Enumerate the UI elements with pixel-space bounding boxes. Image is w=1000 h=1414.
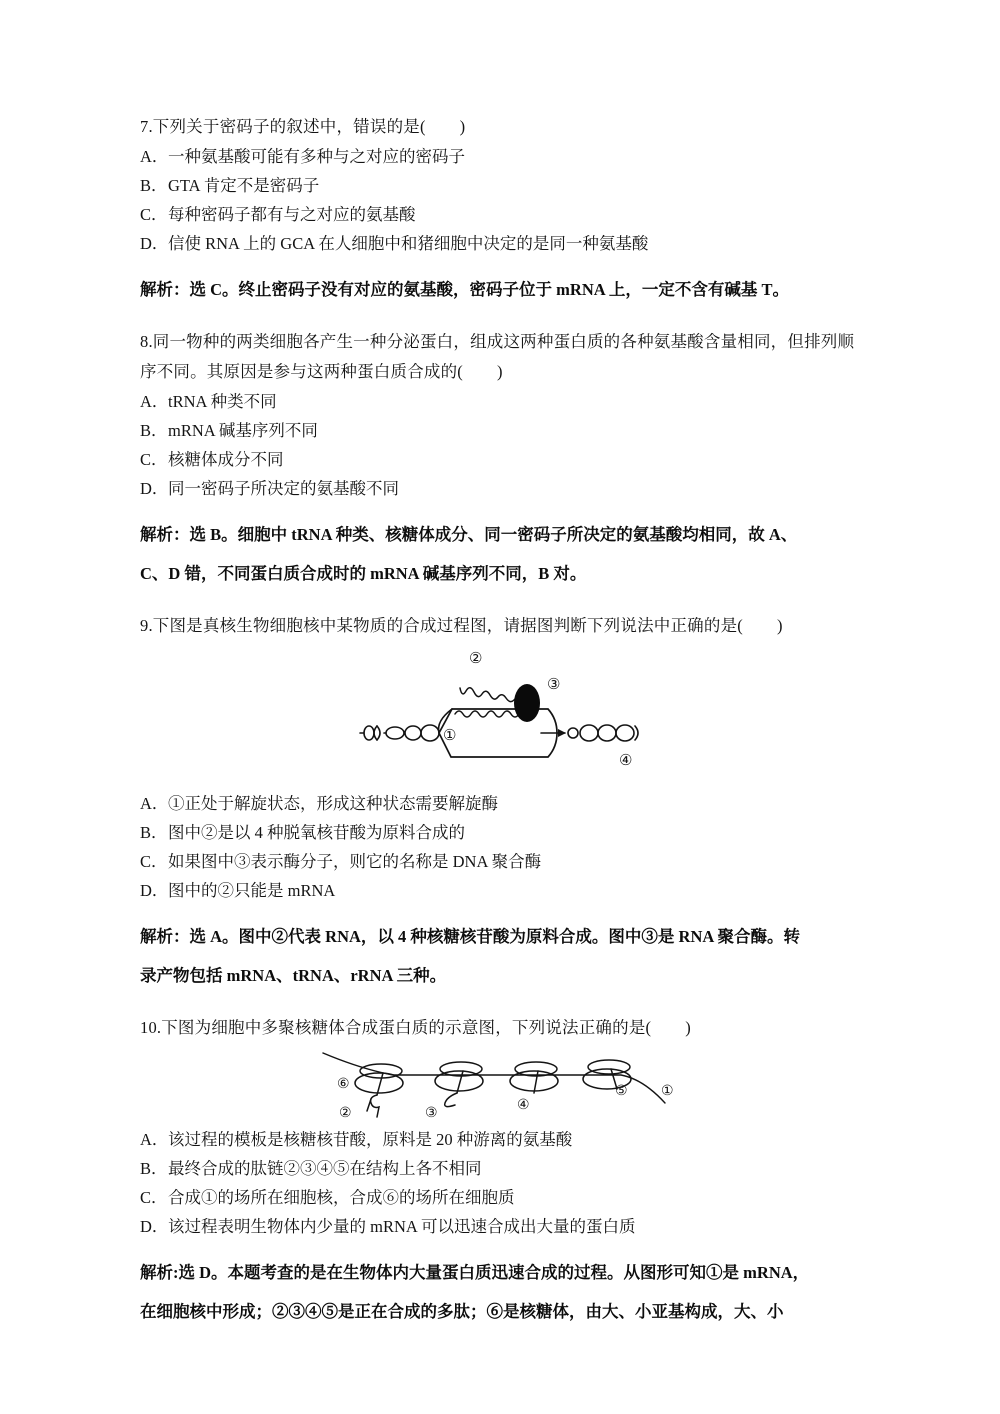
option-7-C[interactable] bbox=[140, 200, 862, 229]
option-text: 图中的②只能是 mRNA bbox=[168, 881, 336, 900]
option-text: GTA 肯定不是密码子 bbox=[168, 176, 320, 195]
explanation-10-line-2: 在细胞核中形成；②③④⑤是正在合成的多肽；⑥是核糖体，由大、小亚基构成，大、小 bbox=[140, 1302, 784, 1321]
option-label: B． bbox=[140, 823, 168, 842]
option-text: 最终合成的肽链②③④⑤在结构上各不相同 bbox=[168, 1159, 482, 1178]
option-9-A[interactable] bbox=[140, 789, 862, 818]
figure-label-3: ③ bbox=[425, 1106, 438, 1121]
option-text: mRNA 碱基序列不同 bbox=[168, 421, 318, 440]
transcription-diagram bbox=[140, 641, 862, 789]
option-9-D[interactable] bbox=[140, 876, 862, 905]
option-label: C． bbox=[140, 852, 168, 871]
option-label: B． bbox=[140, 176, 168, 195]
figure-label-2: ② bbox=[339, 1106, 352, 1121]
option-text: tRNA 种类不同 bbox=[168, 392, 277, 411]
option-7-A[interactable] bbox=[140, 142, 862, 171]
option-text: 信使 RNA 上的 GCA 在人细胞中和猪细胞中决定的是同一种氨基酸 bbox=[168, 234, 649, 253]
explanation-7-line-1: 解析：选 C。终止密码子没有对应的氨基酸，密码子位于 mRNA 上，一定不含有碱基 T。 bbox=[140, 280, 790, 299]
figure-label-4: ④ bbox=[619, 753, 633, 769]
question-stem-10: 10.下图为细胞中多聚核糖体合成蛋白质的示意图，下列说法正确的是( ) bbox=[140, 1018, 691, 1037]
option-text: 同一密码子所决定的氨基酸不同 bbox=[168, 479, 399, 498]
question-stem-7: 7.下列关于密码子的叙述中，错误的是( ) bbox=[140, 117, 466, 136]
option-7-B[interactable] bbox=[140, 171, 862, 200]
figure-label-5: ⑤ bbox=[615, 1084, 628, 1099]
option-label: C． bbox=[140, 205, 168, 224]
option-text: 该过程的模板是核糖核苷酸，原料是 20 种游离的氨基酸 bbox=[168, 1130, 573, 1149]
question-stem-8: 8.同一物种的两类细胞各产生一种分泌蛋白，组成这两种蛋白质的各种氨基酸含量相同，但排列顺序不同。其原因是参与这两种蛋白质合成的( ) bbox=[140, 332, 855, 381]
figure-label-3: ③ bbox=[547, 677, 561, 693]
option-text: 一种氨基酸可能有多种与之对应的密码子 bbox=[168, 147, 465, 166]
option-10-A[interactable] bbox=[140, 1125, 862, 1154]
question-block-9 bbox=[140, 611, 862, 991]
option-text: 该过程表明生物体内少量的 mRNA 可以迅速合成出大量的蛋白质 bbox=[168, 1217, 636, 1236]
option-text: 图中②是以 4 种脱氧核苷酸为原料合成的 bbox=[168, 823, 465, 842]
option-label: D． bbox=[140, 881, 169, 900]
option-label: D． bbox=[140, 1217, 169, 1236]
explanation-8-line-2: C、D 错，不同蛋白质合成时的 mRNA 碱基序列不同，B 对。 bbox=[140, 564, 587, 583]
option-8-B[interactable] bbox=[140, 416, 862, 445]
option-text: 核糖体成分不同 bbox=[168, 450, 284, 469]
question-stem-9: 9.下图是真核生物细胞核中某物质的合成过程图，请据图判断下列说法中正确的是( ) bbox=[140, 616, 783, 635]
option-text: 如果图中③表示酶分子，则它的名称是 DNA 聚合酶 bbox=[168, 852, 542, 871]
figure-label-2: ② bbox=[469, 651, 483, 667]
option-text: 合成①的场所在细胞核，合成⑥的场所在细胞质 bbox=[168, 1188, 515, 1207]
explanation-9-line-1: 解析：选 A。图中②代表 RNA，以 4 种核糖核苷酸为原料合成。图中③是 RNA 聚合酶。转 bbox=[140, 927, 800, 946]
question-block-8 bbox=[140, 327, 862, 589]
explanation-10-line-1: 解析:选 D。本题考查的是在生物体内大量蛋白质迅速合成的过程。从图形可知①是 mRNA， bbox=[140, 1263, 810, 1282]
option-9-C[interactable] bbox=[140, 847, 862, 876]
explanation-8-line-1: 解析：选 B。细胞中 tRNA 种类、核糖体成分、同一密码子所决定的氨基酸均相同，故 A、 bbox=[140, 525, 798, 544]
option-10-D[interactable] bbox=[140, 1212, 862, 1241]
figure-label-1: ① bbox=[443, 728, 457, 744]
option-7-D[interactable] bbox=[140, 229, 862, 258]
rna-polymerase-shape bbox=[514, 684, 540, 722]
option-label: B． bbox=[140, 421, 168, 440]
option-label: B． bbox=[140, 1159, 168, 1178]
option-9-B[interactable] bbox=[140, 818, 862, 847]
option-label: D． bbox=[140, 234, 169, 253]
option-label: A． bbox=[140, 147, 169, 166]
polysome-diagram bbox=[140, 1043, 862, 1125]
option-8-C[interactable] bbox=[140, 445, 862, 474]
option-8-A[interactable] bbox=[140, 387, 862, 416]
option-label: C． bbox=[140, 1188, 168, 1207]
option-label: C． bbox=[140, 450, 168, 469]
option-8-D[interactable] bbox=[140, 474, 862, 503]
option-text: ①正处于解旋状态，形成这种状态需要解旋酶 bbox=[168, 794, 498, 813]
figure-label-4: ④ bbox=[517, 1098, 530, 1113]
figure-label-6: ⑥ bbox=[337, 1077, 350, 1092]
option-10-B[interactable] bbox=[140, 1154, 862, 1183]
option-text: 每种密码子都有与之对应的氨基酸 bbox=[168, 205, 416, 224]
option-10-C[interactable] bbox=[140, 1183, 862, 1212]
question-block-10 bbox=[140, 1013, 862, 1327]
option-label: D． bbox=[140, 479, 169, 498]
figure-label-1: ① bbox=[661, 1084, 674, 1099]
option-label: A． bbox=[140, 794, 169, 813]
question-block-7 bbox=[140, 112, 862, 305]
option-label: A． bbox=[140, 392, 169, 411]
option-label: A． bbox=[140, 1130, 169, 1149]
explanation-9-line-2: 录产物包括 mRNA、tRNA、rRNA 三种。 bbox=[140, 966, 447, 985]
page-content bbox=[140, 112, 862, 1327]
